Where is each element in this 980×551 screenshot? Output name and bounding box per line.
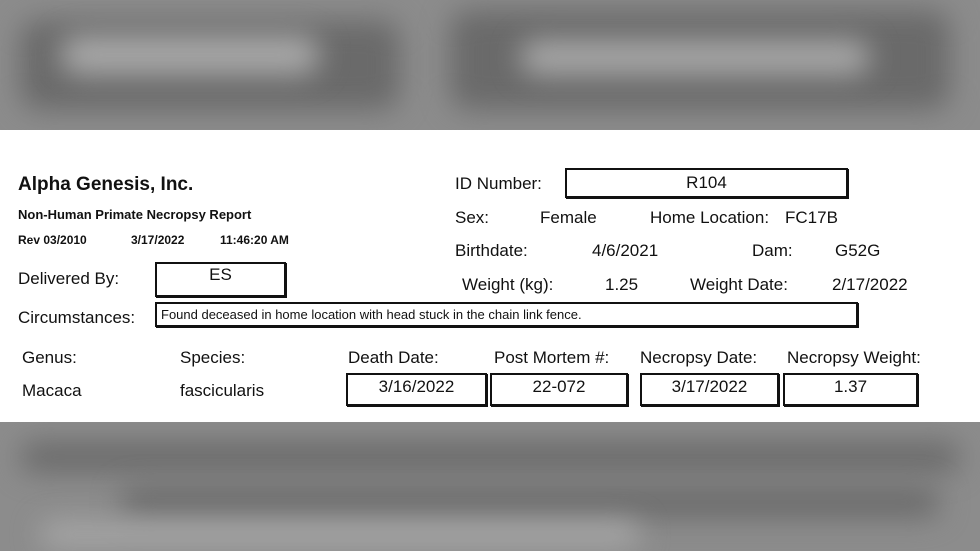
delivered-by-value: ES — [209, 264, 232, 284]
report-date: 3/17/2022 — [131, 233, 185, 247]
genus-label: Genus: — [22, 348, 77, 367]
circumstances-label: Circumstances: — [18, 308, 136, 327]
post-mortem-field — [490, 373, 628, 406]
weight-value: 1.25 — [605, 275, 639, 294]
necropsy-date-field — [640, 373, 779, 406]
species-label: Species: — [180, 348, 246, 367]
id-label: ID Number: — [455, 174, 542, 193]
necropsy-weight-value: 1.37 — [833, 376, 868, 396]
id-value: R104 — [686, 173, 727, 192]
necropsy-weight-label: Necropsy Weight: — [787, 348, 921, 367]
company-name: Alpha Genesis, Inc. — [18, 174, 194, 195]
death-date-label: Death Date: — [348, 348, 439, 367]
birthdate-label: Birthdate: — [455, 241, 528, 260]
necropsy-date-value: 3/17/2022 — [671, 376, 748, 396]
genus-value: Macaca — [22, 381, 82, 400]
circumstances-field — [155, 302, 858, 327]
post-mortem-label: Post Mortem #: — [494, 348, 610, 367]
necropsy-date-label: Necropsy Date: — [640, 348, 758, 367]
weight-date-label: Weight Date: — [690, 275, 788, 294]
birthdate-value: 4/6/2021 — [592, 241, 659, 260]
revision: Rev 03/2010 — [18, 233, 87, 247]
necropsy-weight-field — [783, 373, 918, 406]
species-value: fascicularis — [180, 381, 265, 400]
circumstances-value: Found deceased in home location with head stuck in the chain link fence. — [161, 307, 582, 322]
sex-value: Female — [540, 208, 597, 227]
delivered-by-field — [155, 262, 286, 297]
post-mortem-value: 22-072 — [532, 376, 586, 396]
weight-date-value: 2/17/2022 — [832, 275, 908, 294]
blurred-top-region — [0, 0, 980, 130]
delivered-by-label: Delivered By: — [18, 269, 120, 288]
blurred-bottom-region — [0, 422, 980, 551]
home-location-label: Home Location: — [650, 208, 770, 227]
weight-label: Weight (kg): — [462, 275, 554, 294]
home-location-value: FC17B — [785, 208, 838, 227]
necropsy-report — [0, 130, 980, 422]
dam-label: Dam: — [752, 241, 793, 260]
report-title: Non-Human Primate Necropsy Report — [18, 207, 252, 222]
death-date-field — [346, 373, 487, 406]
death-date-value: 3/16/2022 — [378, 376, 455, 396]
id-field — [565, 168, 848, 198]
dam-value: G52G — [835, 241, 881, 260]
sex-label: Sex: — [455, 208, 490, 227]
report-time: 11:46:20 AM — [220, 233, 289, 247]
